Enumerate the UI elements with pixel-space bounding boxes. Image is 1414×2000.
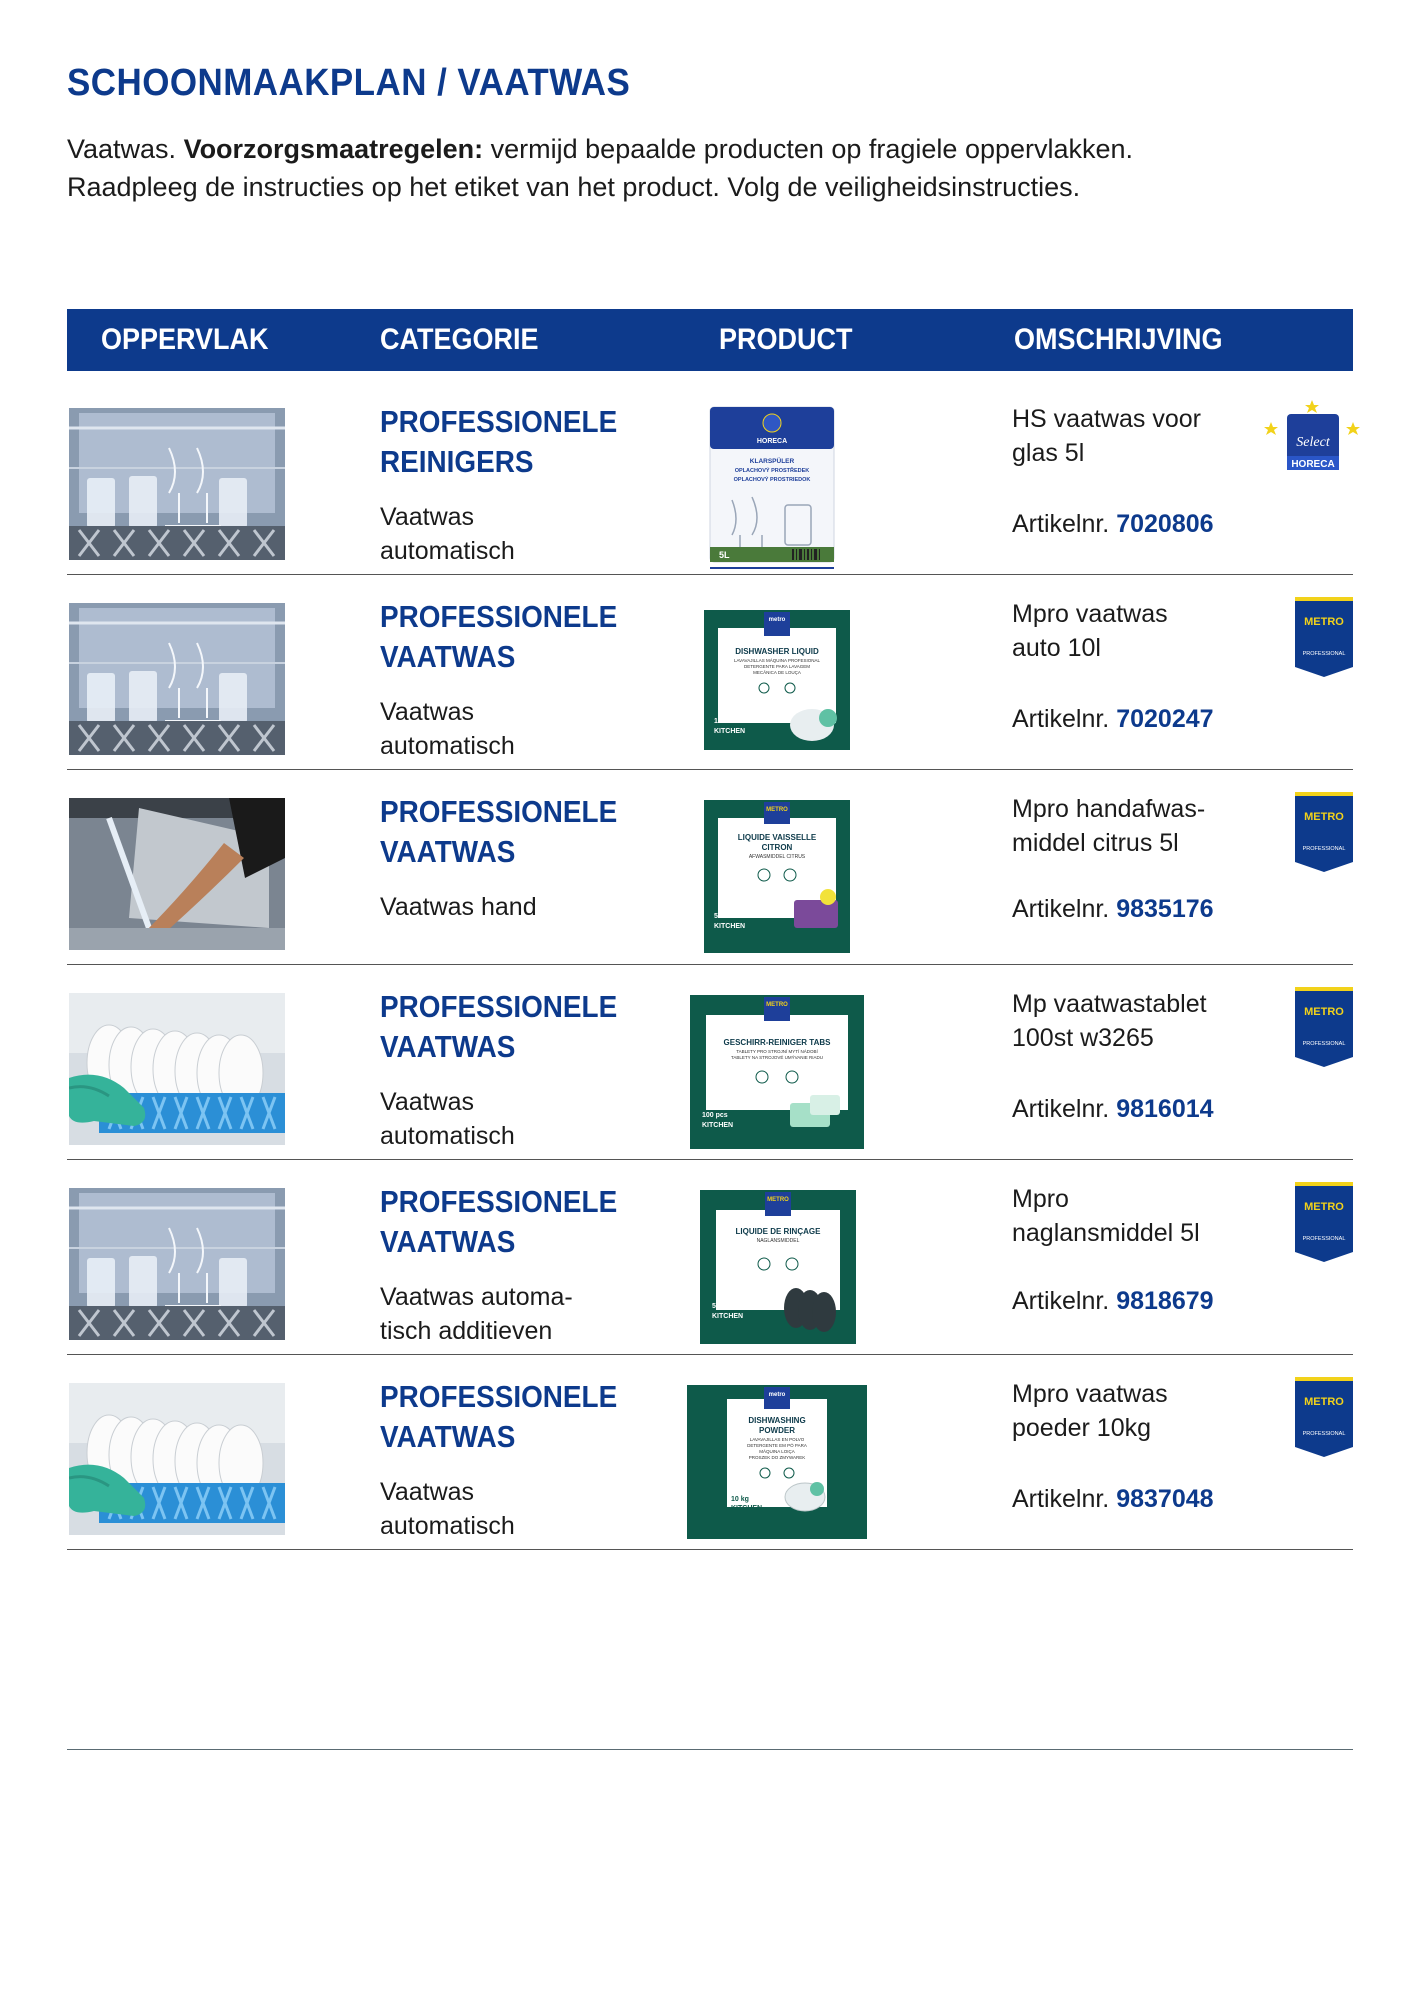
- svg-text:5 L: 5 L: [714, 913, 725, 920]
- footer-divider: [67, 1749, 1353, 1750]
- article-number: Artikelnr. 9816014: [1012, 1095, 1214, 1123]
- header-categorie: CATEGORIE: [380, 323, 539, 356]
- header-omschrijving: OMSCHRIJVING: [1014, 323, 1223, 356]
- svg-text:POWDER: POWDER: [759, 1426, 795, 1435]
- product-pack-liquide-vaisselle: [704, 800, 850, 953]
- product-description: Mp vaatwastablet 100st w3265: [1012, 990, 1207, 1052]
- table-header: [67, 309, 1353, 371]
- photo-plates-rack: [69, 1383, 285, 1535]
- photo-plates-rack: [69, 993, 285, 1145]
- select-horeca-logo: [1257, 398, 1367, 478]
- svg-text:GESCHIRR-REINIGER TABS: GESCHIRR-REINIGER TABS: [723, 1038, 831, 1047]
- metro-professional-logo: [1295, 597, 1353, 677]
- product-pack-dishwashing-powder: [687, 1385, 867, 1539]
- article-number: Artikelnr. 9837048: [1012, 1485, 1214, 1513]
- svg-text:LAVAVAJILLAS MÁQUINA PROFESION: LAVAVAJILLAS MÁQUINA PROFESIONAL: [734, 658, 820, 663]
- svg-text:AFWASMIDDEL CITRUS: AFWASMIDDEL CITRUS: [748, 854, 806, 860]
- svg-text:PROSZEK DO ZMYWAREK: PROSZEK DO ZMYWAREK: [748, 1455, 806, 1460]
- intro-line2: Raadpleeg de instructies op het etiket van het product. Volg de veiligheidsinstructies.: [67, 172, 1081, 202]
- svg-text:METRO: METRO: [1304, 811, 1344, 823]
- svg-text:METRO: METRO: [767, 1197, 789, 1203]
- metro-professional-logo: [1295, 987, 1353, 1067]
- subcategory-label: Vaatwas automatisch: [380, 1088, 515, 1150]
- subcategory-label: Vaatwas automatisch: [380, 503, 515, 565]
- subcategory-label: Vaatwas hand: [380, 893, 537, 921]
- svg-text:DETERGENTE EM PÓ PARA: DETERGENTE EM PÓ PARA: [747, 1443, 807, 1448]
- svg-text:10 L: 10 L: [714, 718, 729, 725]
- photo-dishwasher-glasses: [69, 1188, 285, 1340]
- intro-bold: Voorzorgsmaatregelen:: [183, 134, 484, 164]
- category-label: PROFESSIONELE REINIGERS: [380, 404, 618, 479]
- svg-text:DISHWASHING: DISHWASHING: [748, 1416, 806, 1425]
- metro-professional-logo: [1295, 792, 1353, 872]
- svg-text:METRO: METRO: [1304, 1201, 1344, 1213]
- svg-text:METRO: METRO: [1304, 616, 1344, 628]
- svg-text:TABLETY PRO STROJNÍ MYTÍ NÁDOB: TABLETY PRO STROJNÍ MYTÍ NÁDOBÍ: [736, 1049, 818, 1054]
- category-label: PROFESSIONELE VAATWAS: [380, 1184, 618, 1259]
- svg-text:KLARSPÜLER: KLARSPÜLER: [749, 458, 795, 465]
- product-description: Mpro vaatwas auto 10l: [1012, 600, 1168, 662]
- svg-text:DISHWASHER LIQUID: DISHWASHER LIQUID: [735, 647, 819, 656]
- svg-text:5L: 5L: [719, 550, 730, 560]
- category-label: PROFESSIONELE VAATWAS: [380, 599, 618, 674]
- svg-text:HORECA: HORECA: [1291, 459, 1335, 470]
- product-pack-liquide-rincage: [700, 1190, 856, 1344]
- row-divider: [67, 1549, 1353, 1550]
- svg-text:100 pcs: 100 pcs: [702, 1112, 728, 1119]
- svg-text:METRO: METRO: [766, 1002, 788, 1008]
- table-row: [67, 770, 1353, 965]
- svg-text:MECÂNICA DE LOUÇA: MECÂNICA DE LOUÇA: [753, 670, 801, 675]
- subcategory-label: Vaatwas automatisch: [380, 698, 515, 760]
- table-row: [67, 1355, 1353, 1550]
- svg-text:KITCHEN: KITCHEN: [714, 728, 746, 735]
- svg-text:LAVAVAJILLAS EN POLVO: LAVAVAJILLAS EN POLVO: [749, 1437, 805, 1442]
- article-number: Artikelnr. 7020806: [1012, 510, 1214, 538]
- svg-text:KITCHEN: KITCHEN: [712, 1313, 744, 1320]
- svg-text:KITCHEN: KITCHEN: [731, 1505, 763, 1512]
- category-label: PROFESSIONELE VAATWAS: [380, 794, 618, 869]
- article-number: Artikelnr. 9835176: [1012, 895, 1214, 923]
- page-title: SCHOONMAAKPLAN / VAATWAS: [67, 62, 631, 104]
- table-row: [67, 380, 1353, 575]
- product-description: Mpro vaatwas poeder 10kg: [1012, 1380, 1168, 1442]
- svg-text:CITRON: CITRON: [761, 843, 793, 852]
- svg-text:metro: metro: [768, 617, 786, 623]
- product-pack-klarspueler: [707, 405, 837, 570]
- article-number: Artikelnr. 7020247: [1012, 705, 1214, 733]
- svg-text:NAGLANSMIDDEL: NAGLANSMIDDEL: [756, 1238, 800, 1244]
- header-product: PRODUCT: [719, 323, 853, 356]
- photo-dishwasher-glasses: [69, 603, 285, 755]
- table-row: [67, 575, 1353, 770]
- svg-text:PROFESSIONAL: PROFESSIONAL: [1302, 1041, 1346, 1047]
- svg-text:METRO: METRO: [766, 807, 788, 813]
- table-row: [67, 1160, 1353, 1355]
- intro-prefix: Vaatwas.: [67, 134, 184, 164]
- product-pack-geschirr-tabs: [690, 995, 864, 1149]
- svg-text:PROFESSIONAL: PROFESSIONAL: [1302, 1236, 1346, 1242]
- svg-text:LIQUIDE DE RINÇAGE: LIQUIDE DE RINÇAGE: [735, 1227, 821, 1236]
- header-oppervlak: OPPERVLAK: [101, 323, 269, 356]
- svg-text:metro: metro: [768, 1392, 786, 1398]
- svg-text:OPLACHOVÝ PROSTŘEDEK: OPLACHOVÝ PROSTŘEDEK: [734, 468, 810, 474]
- product-pack-dishwasher-liquid: [704, 610, 850, 750]
- svg-text:PROFESSIONAL: PROFESSIONAL: [1302, 1431, 1346, 1437]
- svg-text:KITCHEN: KITCHEN: [702, 1122, 734, 1129]
- svg-text:METRO: METRO: [1304, 1006, 1344, 1018]
- svg-text:LIQUIDE VAISSELLE: LIQUIDE VAISSELLE: [737, 833, 817, 842]
- intro-rest: vermijd bepaalde producten op fragiele oppervlakken.: [483, 134, 1134, 164]
- svg-text:PROFESSIONAL: PROFESSIONAL: [1302, 846, 1346, 852]
- photo-hand-washing: [69, 798, 285, 950]
- svg-text:OPLACHOVÝ PROSTRIEDOK: OPLACHOVÝ PROSTRIEDOK: [733, 477, 811, 483]
- svg-text:DETERGENTE PARA LAVAGEM: DETERGENTE PARA LAVAGEM: [743, 664, 811, 669]
- table-row: [67, 965, 1353, 1160]
- svg-text:KITCHEN: KITCHEN: [714, 923, 746, 930]
- svg-text:PROFESSIONAL: PROFESSIONAL: [1302, 651, 1346, 657]
- article-number: Artikelnr. 9818679: [1012, 1287, 1214, 1315]
- intro-text: [67, 130, 1357, 206]
- metro-professional-logo: [1295, 1377, 1353, 1457]
- subcategory-label: Vaatwas automatisch: [380, 1478, 515, 1540]
- photo-dishwasher-glasses: [69, 408, 285, 560]
- metro-professional-logo: [1295, 1182, 1353, 1262]
- svg-text:METRO: METRO: [1304, 1396, 1344, 1408]
- product-description: HS vaatwas voor glas 5l: [1012, 405, 1201, 467]
- svg-text:TABLETY NA STROJOVÉ UMÝVANIE R: TABLETY NA STROJOVÉ UMÝVANIE RIADU: [730, 1055, 824, 1060]
- svg-text:MÁQUINA LOIÇA: MÁQUINA LOIÇA: [759, 1449, 795, 1454]
- svg-text:5 L: 5 L: [712, 1303, 723, 1310]
- subcategory-label: Vaatwas automa- tisch additieven: [380, 1283, 573, 1345]
- svg-text:10 kg: 10 kg: [731, 1496, 749, 1503]
- category-label: PROFESSIONELE VAATWAS: [380, 1379, 618, 1454]
- product-description: Mpro handafwas- middel citrus 5l: [1012, 795, 1206, 857]
- svg-text:HORECA: HORECA: [756, 438, 788, 445]
- product-description: Mpro naglansmiddel 5l: [1012, 1185, 1200, 1247]
- svg-text:Select: Select: [1296, 435, 1330, 450]
- category-label: PROFESSIONELE VAATWAS: [380, 989, 618, 1064]
